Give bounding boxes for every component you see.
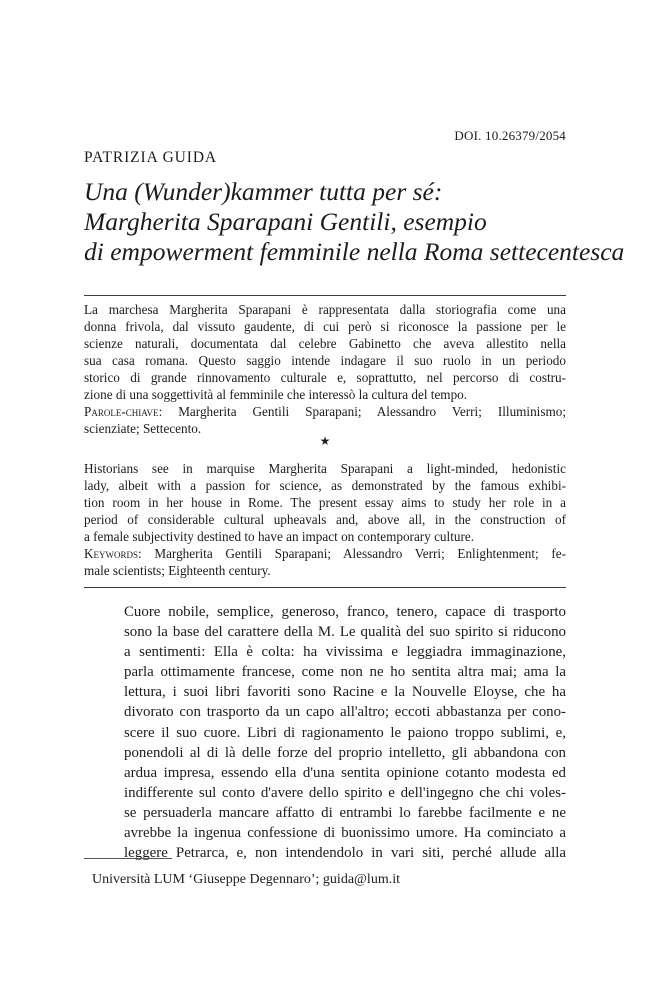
body-line: ardua impresa, essendo ella d'una sentita opinione cotanto modesta ed: [124, 764, 566, 781]
abstract-line: a female subjectivity destined to have an impact on contemporary culture.: [84, 529, 474, 544]
section-separator-star: ★: [319, 434, 331, 448]
doi-label: DOI. 10.26379/2054: [454, 128, 566, 143]
abstract-line: La marchesa Margherita Sparapani è rappresentata dalla storiografia come una: [84, 302, 566, 317]
keywords-line: scienziate; Settecento.: [84, 421, 202, 436]
keywords-text: : Margherita Gentili Sparapani; Alessandro Verri; Enlightenment; fe-: [138, 546, 566, 561]
abstract-line: donna frivola, dal vissuto gaudente, di cui però si riconosce la passione per le: [84, 319, 566, 334]
body-paragraph: [124, 602, 566, 863]
abstract-line: lady, albeit with a passion for science, as demonstrated by the famous exhibi-: [84, 478, 566, 493]
body-line: divorato con trasporto da un capo all'altro; eccoti abbastanza per cono-: [124, 704, 566, 721]
keywords-label: Parole-chiave: [84, 404, 159, 419]
keywords-line: male scientists; Eighteenth century.: [84, 563, 271, 578]
body-line: parla ottimamente francese, come non ne ho sentita altra mai; ama la: [124, 664, 566, 681]
body-line: leggere Petrarca, e, non intendendolo in vari siti, perché allude alla: [124, 845, 566, 862]
body-line: ponendoli al di là delle forze del proprio intelletto, gli abbandona con: [124, 744, 566, 761]
body-line: Cuore nobile, semplice, generoso, franco, tenero, capace di trasporto: [124, 604, 566, 620]
body-line: lettura, i suoi libri favoriti sono Racine e la Nouvelle Eloyse, che ha: [124, 684, 566, 701]
abstract-line: Historians see in marquise Margherita Sparapani a light-minded, hedonistic: [84, 461, 566, 476]
abstract-line: sua casa romana. Questo saggio intende indagare il suo ruolo in un periodo: [84, 353, 566, 368]
footnote-rule: [84, 858, 172, 859]
keywords-line: [84, 403, 566, 420]
abstract-line: tion room in her house in Rome. The present essay aims to study her role in a: [84, 495, 566, 510]
abstract-line: period of considerable cultural upheavals and, above all, in the construction of: [84, 512, 566, 527]
article-title: [84, 177, 625, 267]
body-line: se persuaderla mancare affatto di entrambi lo farebbe facilmente e ne: [124, 804, 566, 821]
abstract-line: storico di grande rinnovamento culturale e, soprattutto, nel percorso di costru-: [84, 370, 566, 385]
body-line: sono la base del carattere della M. Le qualità del suo spirito si riducono: [124, 624, 566, 641]
body-line: avrebbe la ingenua confessione di buonissimo umore. Ha cominciato a: [124, 825, 566, 842]
body-line: indifferente sul conto d'avere dello spirito e dell'ingegno che chi voles-: [124, 784, 566, 801]
author-name: PATRIZIA GUIDA: [84, 149, 218, 166]
keywords-line: [84, 545, 566, 562]
keywords-text: : Margherita Gentili Sparapani; Alessandro Verri; Illuminismo;: [158, 404, 566, 419]
abstract-line: zione di una soggettività al femminile che interessò la cultura del tempo.: [84, 387, 468, 402]
body-line: a sentimenti: Ella è colta: ha vivissima e leggiadra immaginazione,: [124, 644, 566, 661]
title-line: di empowerment femminile nella Roma settecentesca: [84, 237, 625, 266]
body-line: scere il suo cuore. Libri di ragionamento le paiono troppo sublimi, e,: [124, 724, 566, 741]
keywords-label: Keywords: [84, 546, 139, 561]
title-line: Margherita Sparapani Gentili, esempio: [84, 207, 487, 236]
abstract-top-rule: [84, 295, 566, 296]
abstract-italian: [84, 301, 566, 437]
abstract-bottom-rule: [84, 587, 566, 588]
title-line: Una (Wunder)kammer tutta per sé:: [84, 177, 443, 206]
abstract-line: scienze naturali, documentata dal celebre Gabinetto che aveva allestito nella: [84, 336, 566, 351]
author-affiliation-footnote: Università LUM ‘Giuseppe Degennaro’; guida@lum.it: [92, 872, 400, 887]
abstract-english: [84, 460, 566, 579]
